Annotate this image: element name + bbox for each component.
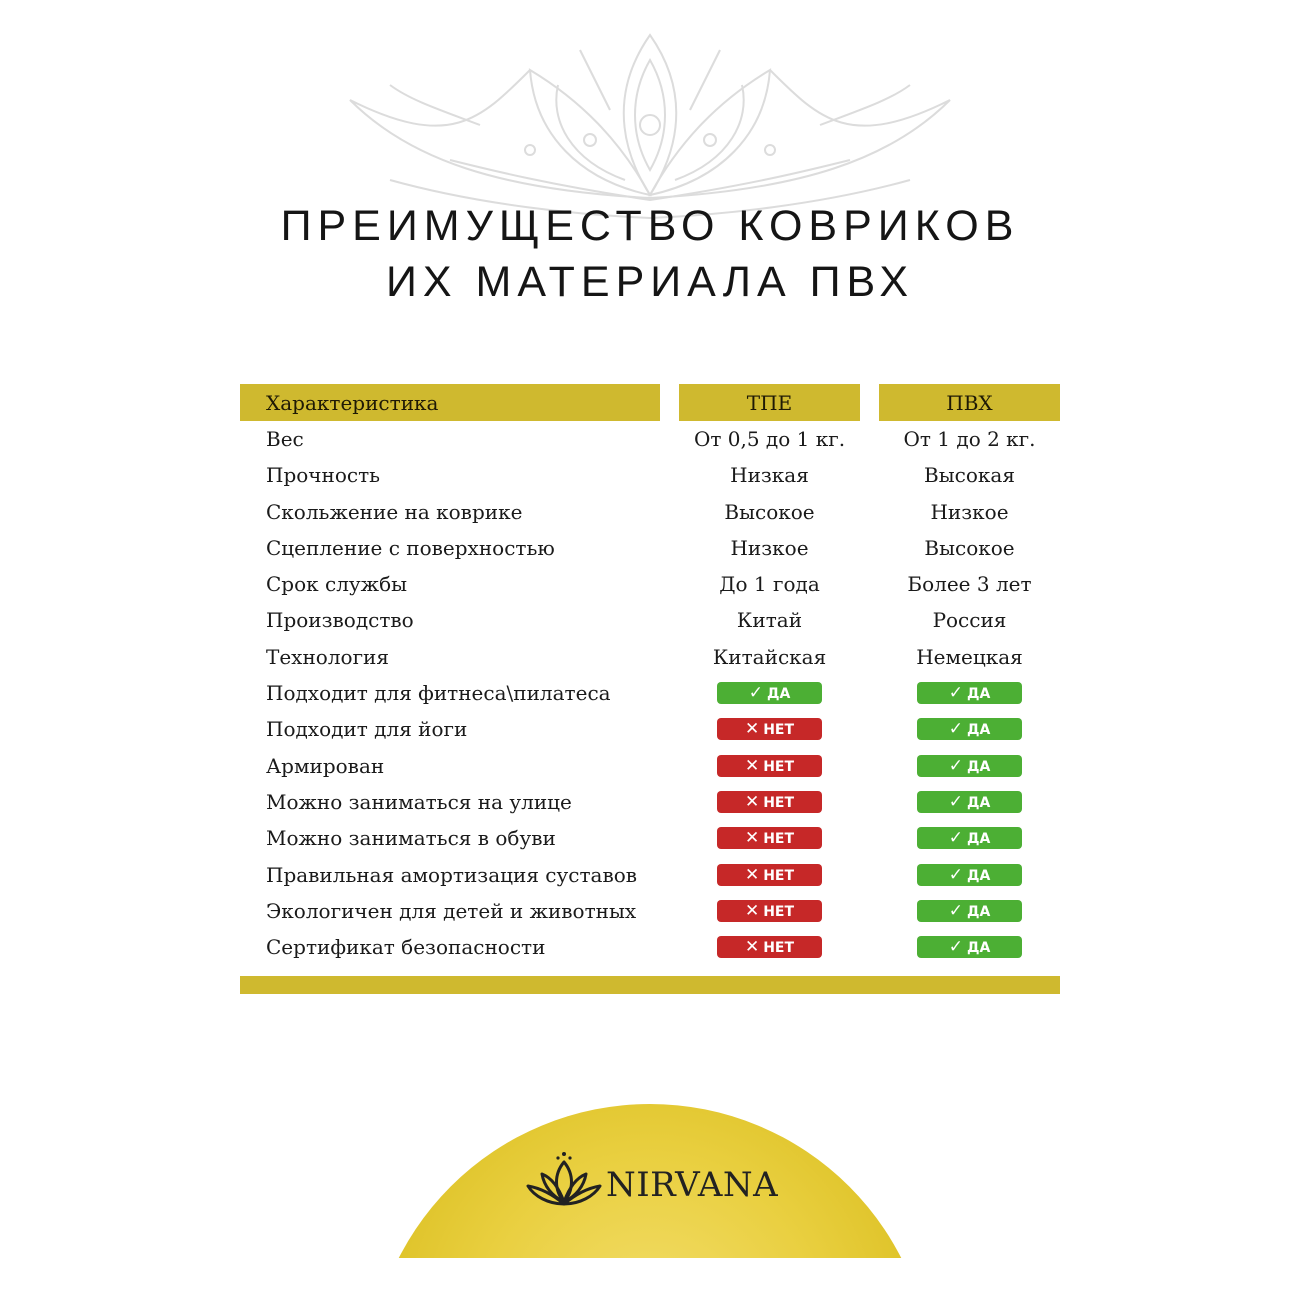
header-tpe: ТПЕ [679,384,860,421]
row-pvh-value: Немецкая [916,644,1023,669]
table-row [240,784,1060,820]
table-row [240,675,1060,711]
row-label: Можно заниматься в обуви [266,826,556,851]
row-label: Сцепление с поверхностью [266,535,555,560]
row-label: Правильная амортизация суставов [266,862,638,887]
cross-icon: ✕ [744,864,760,885]
check-icon: ✓ [948,683,963,704]
row-label: Производство [266,608,414,633]
mandala-icon [330,30,970,220]
row-label: Можно заниматься на улице [266,789,572,814]
row-label: Армирован [266,753,385,778]
row-label: Технология [266,644,389,669]
row-label: Сертификат безопасности [266,935,546,960]
row-pvh-value: Низкое [930,499,1009,524]
pvh-badge [917,791,1022,813]
check-icon: ✓ [948,864,963,885]
badge-text: ДА [966,831,991,848]
page-title [0,198,1300,310]
cross-icon: ✕ [744,937,760,958]
brand-name: NIRVANA [606,1165,779,1205]
badge-text: НЕТ [763,722,795,739]
badge-text: ДА [966,794,991,811]
tpe-badge [717,900,822,922]
row-tpe-value: Низкая [730,463,809,488]
row-pvh-value: Высокая [924,463,1015,488]
tpe-badge [717,827,822,849]
row-tpe-value: Китай [736,608,803,633]
pvh-badge [917,718,1022,740]
mandala-ornament [330,30,970,220]
cross-icon: ✕ [744,719,760,740]
pvh-badge [917,682,1022,704]
check-icon: ✓ [948,937,963,958]
table-row [240,929,1060,965]
row-label: Подходит для йоги [266,717,468,742]
check-icon: ✓ [948,719,963,740]
badge-text: ДА [966,903,991,920]
brand-logo [526,1152,786,1212]
table-row [240,457,1060,493]
cross-icon: ✕ [744,900,760,921]
check-icon: ✓ [948,900,963,921]
lotus-icon [526,1152,602,1210]
badge-text: НЕТ [763,831,795,848]
row-pvh-value: Высокое [924,535,1015,560]
row-label: Подходит для фитнеса\пилатеса [266,681,611,706]
cross-icon: ✕ [744,791,760,812]
row-tpe-value: Низкое [730,535,809,560]
table-row [240,602,1060,638]
table-row [240,494,1060,530]
cross-icon: ✕ [744,828,760,849]
badge-text: НЕТ [763,794,795,811]
badge-text: НЕТ [763,940,795,957]
title-line-2: ИХ МАТЕРИАЛА ПВХ [385,258,915,306]
row-tpe-value: Высокое [724,499,815,524]
row-pvh-value: Россия [932,608,1007,633]
table-row [240,857,1060,893]
header-characteristic: Характеристика [240,384,660,421]
pvh-badge [917,936,1022,958]
row-label: Экологичен для детей и животных [266,898,637,923]
row-label: Скольжение на коврике [266,499,523,524]
pvh-badge [917,864,1022,886]
table-row [240,711,1060,747]
badge-text: ДА [766,686,791,703]
table-body [240,421,1060,965]
table-footer-bar [240,976,1060,994]
badge-text: ДА [966,722,991,739]
row-pvh-value: От 1 до 2 кг. [903,427,1036,451]
badge-text: НЕТ [763,903,795,920]
table-row [240,639,1060,675]
badge-text: НЕТ [763,758,795,775]
table-row [240,820,1060,856]
row-label: Прочность [266,463,381,488]
tpe-badge [717,755,822,777]
tpe-badge [717,936,822,958]
check-icon: ✓ [748,683,763,704]
check-icon: ✓ [948,828,963,849]
comparison-table [240,384,1060,965]
table-row [240,893,1060,929]
row-label: Срок службы [266,572,408,597]
table-row [240,530,1060,566]
badge-text: ДА [966,686,991,703]
tpe-badge [717,791,822,813]
row-pvh-value: Более 3 лет [907,572,1032,597]
pvh-badge [917,755,1022,777]
badge-text: ДА [966,867,991,884]
table-row [240,421,1060,457]
pvh-badge [917,827,1022,849]
row-tpe-value: До 1 года [719,572,820,597]
tpe-badge [717,682,822,704]
header-pvh: ПВХ [879,384,1060,421]
cross-icon: ✕ [744,755,760,776]
table-row [240,748,1060,784]
tpe-badge [717,718,822,740]
badge-text: ДА [966,940,991,957]
pvh-badge [917,900,1022,922]
row-tpe-value: От 0,5 до 1 кг. [693,427,846,451]
table-header [240,384,1060,421]
row-tpe-value: Китайская [712,644,827,669]
row-label: Вес [266,427,304,451]
tpe-badge [717,864,822,886]
check-icon: ✓ [948,791,963,812]
badge-text: ДА [966,758,991,775]
title-line-1: ПРЕИМУЩЕСТВО КОВРИКОВ [280,202,1020,250]
check-icon: ✓ [948,755,963,776]
badge-text: НЕТ [763,867,795,884]
table-row [240,566,1060,602]
